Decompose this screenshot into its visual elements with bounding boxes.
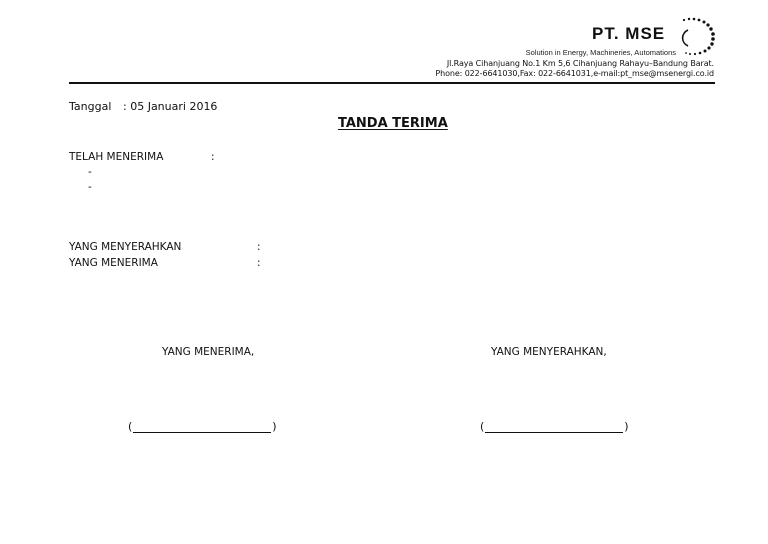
company-name: PT. MSE: [592, 24, 666, 43]
close-paren: ): [272, 420, 277, 433]
dotted-arc-logo-icon: [672, 16, 718, 58]
header-divider: [69, 82, 715, 84]
received-colon: :: [211, 151, 215, 163]
open-paren: (: [480, 420, 485, 433]
handed-over-by-colon: :: [257, 241, 261, 253]
signature-receiver-label: YANG MENERIMA,: [162, 346, 255, 358]
signature-receiver-line: [128, 420, 277, 433]
open-paren: (: [128, 420, 133, 433]
company-address: Jl.Raya Cihanjuang No.1 Km 5,6 Cihanjuang Rahayu–Bandung Barat.: [446, 59, 714, 68]
signature-giver-line: [480, 420, 629, 433]
received-item-2: -: [88, 181, 92, 193]
handed-over-by-label: YANG MENYERAHKAN: [69, 241, 182, 253]
date-value: : 05 Januari 2016: [123, 100, 218, 113]
close-paren: ): [624, 420, 629, 433]
received-item-1: -: [88, 166, 92, 178]
signature-blank: [133, 421, 271, 433]
company-contact: Phone: 022-6641030,Fax: 022-6641031,e-mail:pt_mse@msenergi.co.id: [435, 69, 714, 78]
signature-blank: [485, 421, 623, 433]
document-title: TANDA TERIMA: [338, 116, 448, 131]
date-label: Tanggal: [69, 100, 112, 113]
signature-giver-label: YANG MENYERAHKAN,: [491, 346, 607, 358]
company-tagline: Solution in Energy, Machineries, Automations: [525, 48, 676, 57]
received-label: TELAH MENERIMA: [69, 151, 164, 163]
receiver-label: YANG MENERIMA: [69, 257, 158, 269]
receiver-colon: :: [257, 257, 261, 269]
